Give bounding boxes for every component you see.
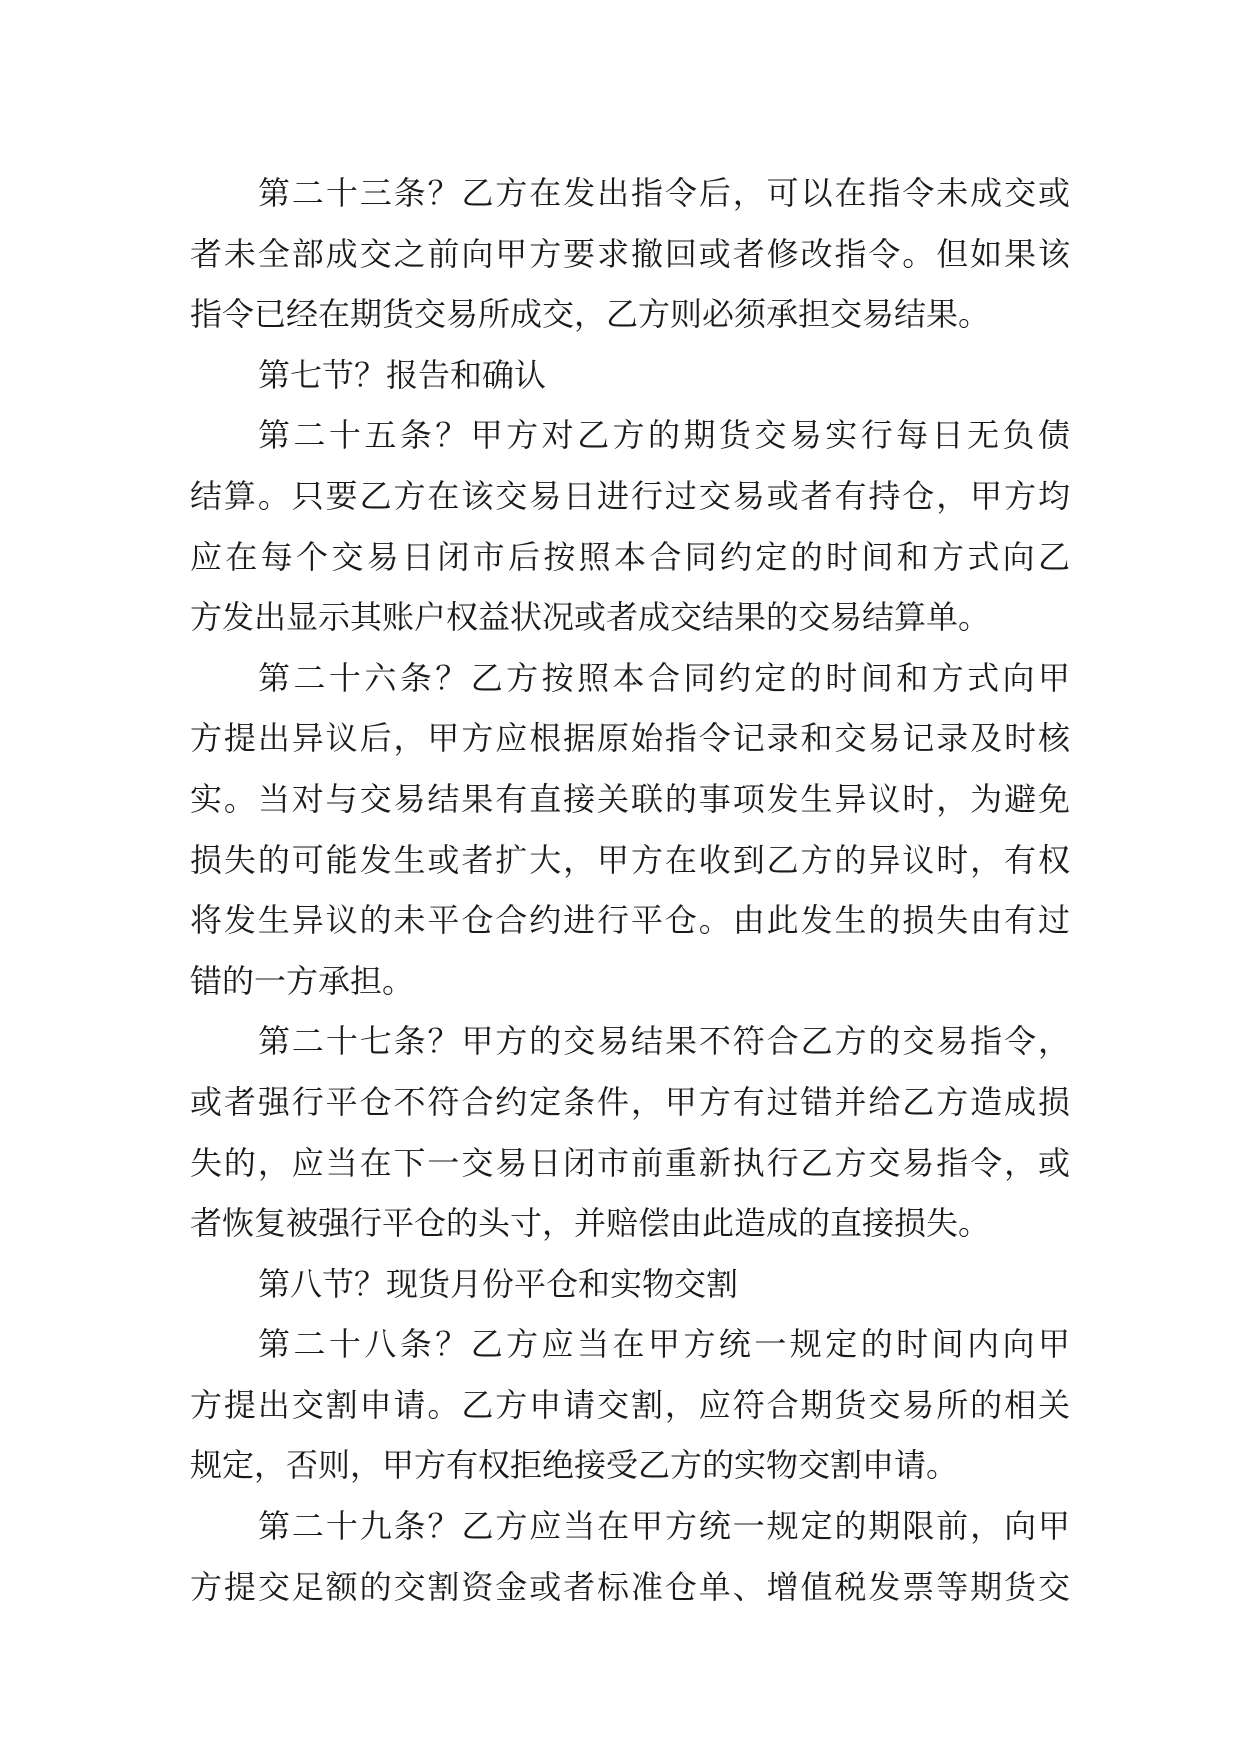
text-line: 者恢复被强行平仓的头寸，并赔偿由此造成的直接损失。 (190, 1204, 991, 1243)
text-line: 将发生异议的未平仓合约进行平仓。由此发生的损失由有过 (190, 901, 1070, 940)
paragraph-first-line: 第二十九条？乙方应当在甲方统一规定的期限前，向甲 (258, 1507, 1070, 1546)
paragraph-first-line: 第二十七条？甲方的交易结果不符合乙方的交易指令， (258, 1022, 1070, 1061)
text-line: 方提出交割申请。乙方申请交割，应符合期货交易所的相关 (190, 1385, 1070, 1424)
text-line: 实。当对与交易结果有直接关联的事项发生异议时，为避免 (190, 779, 1070, 818)
text-line: 规定，否则，甲方有权拒绝接受乙方的实物交割申请。 (190, 1446, 959, 1485)
text-line: 方发出显示其账户权益状况或者成交结果的交易结算单。 (190, 598, 991, 637)
paragraph-first-line: 第二十五条？甲方对乙方的期货交易实行每日无负债 (258, 416, 1070, 455)
text-line: 方提交足额的交割资金或者标准仓单、增值税发票等期货交 (190, 1567, 1070, 1606)
text-line: 方提出异议后，甲方应根据原始指令记录和交易记录及时核 (190, 719, 1070, 758)
paragraph-first-line: 第七节？报告和确认 (258, 355, 547, 394)
text-line: 失的，应当在下一交易日闭市前重新执行乙方交易指令，或 (190, 1143, 1070, 1182)
paragraph-first-line: 第八节？现货月份平仓和实物交割 (258, 1264, 739, 1303)
text-line: 损失的可能发生或者扩大，甲方在收到乙方的异议时，有权 (190, 840, 1070, 879)
text-line: 应在每个交易日闭市后按照本合同约定的时间和方式向乙 (190, 537, 1070, 576)
paragraph-first-line: 第二十三条？乙方在发出指令后，可以在指令未成交或 (258, 174, 1070, 212)
paragraph-first-line: 第二十八条？乙方应当在甲方统一规定的时间内向甲 (258, 1325, 1070, 1364)
document-body (190, 163, 1070, 1617)
text-line: 或者强行平仓不符合约定条件，甲方有过错并给乙方造成损 (190, 1082, 1070, 1121)
text-line: 指令已经在期货交易所成交，乙方则必须承担交易结果。 (190, 295, 991, 334)
text-line: 结算。只要乙方在该交易日进行过交易或者有持仓，甲方均 (190, 476, 1070, 515)
text-line: 错的一方承担。 (190, 961, 415, 1000)
text-line: 者未全部成交之前向甲方要求撤回或者修改指令。但如果该 (190, 234, 1070, 273)
paragraph-first-line: 第二十六条？乙方按照本合同约定的时间和方式向甲 (258, 658, 1070, 697)
